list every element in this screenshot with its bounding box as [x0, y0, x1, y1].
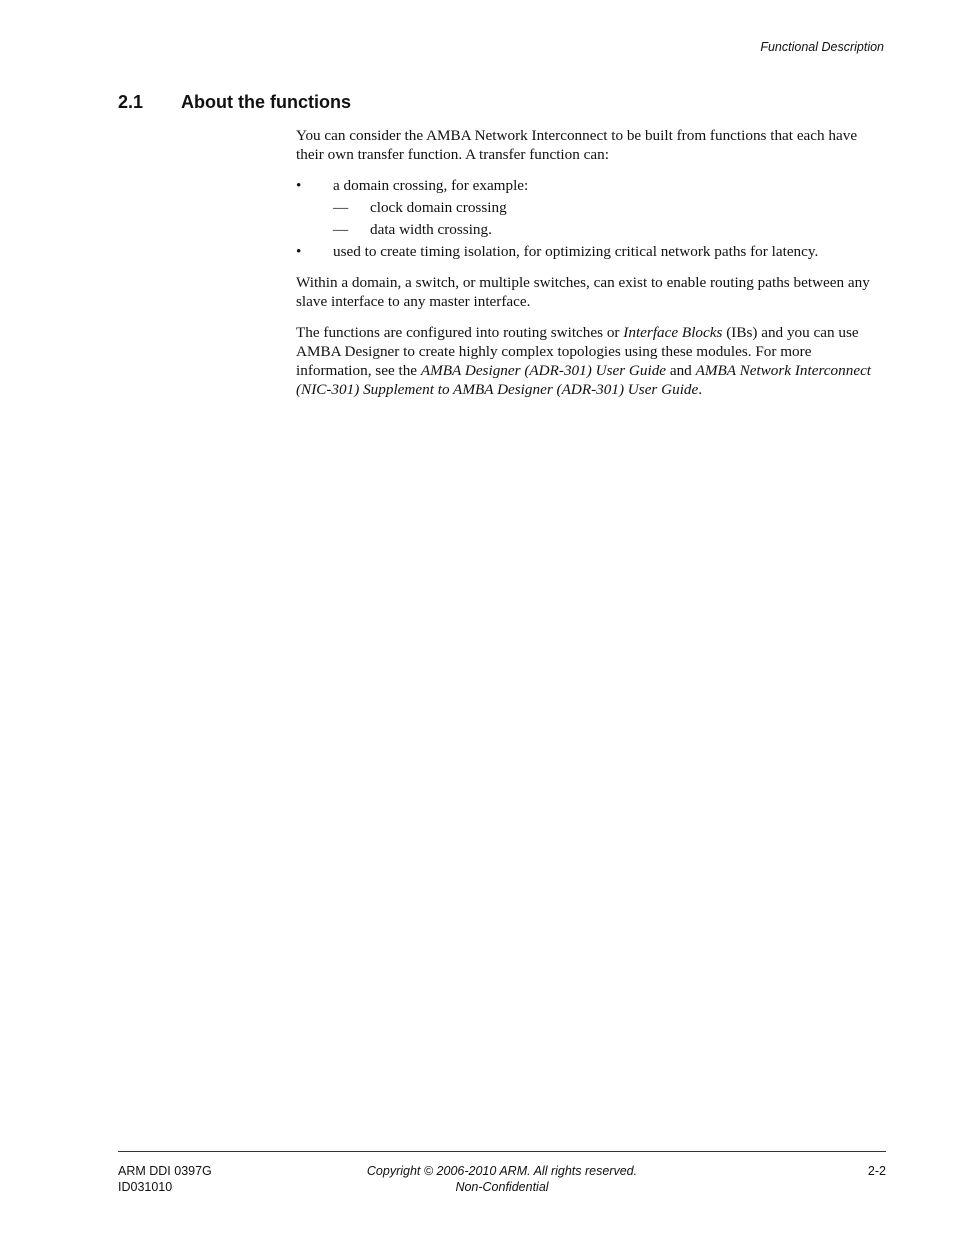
list-item-text: a domain crossing, for example: [333, 177, 529, 194]
list-item [296, 176, 888, 239]
doc-reference-link[interactable]: AMBA Designer (ADR-301) User Guide [420, 362, 667, 379]
dash-marker: — [333, 199, 349, 216]
doc-id: ID031010 [118, 1180, 173, 1194]
paragraph-text: and [666, 362, 696, 379]
section-title: About the functions [181, 92, 351, 112]
doc-number: ARM DDI 0397G [118, 1164, 212, 1178]
sub-list-item [333, 220, 888, 239]
footer-center [118, 1163, 886, 1195]
copyright-notice: Copyright © 2006-2010 ARM. All rights reserved. [366, 1164, 638, 1178]
section-body [296, 126, 888, 411]
configuration-paragraph [296, 323, 888, 399]
sub-list-item-text: data width crossing. [370, 221, 492, 238]
interface-blocks-term: Interface Blocks [623, 324, 723, 341]
doc-reference-link[interactable]: AMBA Network Interconnect (NIC-301) Supplement to AMBA Designer (ADR-301) User Guide [296, 362, 872, 398]
footer-divider [118, 1151, 886, 1152]
paragraph-text: (IBs) and you can use AMBA Designer to create highly complex topologies using these modules. For more information, see the [296, 324, 859, 379]
page-number: 2-2 [867, 1164, 886, 1178]
list-item [296, 242, 888, 261]
section-heading [118, 92, 351, 113]
sub-list [333, 198, 888, 239]
running-header: Functional Description [760, 40, 884, 54]
paragraph-text: . [698, 381, 703, 398]
bullet-marker: • [296, 243, 302, 260]
section-number: 2.1 [118, 92, 144, 112]
bullet-list [296, 176, 888, 261]
intro-paragraph: You can consider the AMBA Network Interconnect to be built from functions that each have their own transfer function. A transfer function can: [296, 127, 858, 163]
bullet-marker: • [296, 177, 302, 194]
paragraph-text: The functions are configured into routing switches or [296, 324, 624, 341]
routing-paragraph: Within a domain, a switch, or multiple switches, can exist to enable routing paths between any slave interface to any master interface. [296, 274, 870, 310]
sub-list-item [333, 198, 888, 217]
sub-list-item-text: clock domain crossing [370, 199, 507, 216]
confidentiality-label: Non-Confidential [455, 1180, 549, 1194]
list-item-text: used to create timing isolation, for optimizing critical network paths for latency. [333, 243, 819, 260]
dash-marker: — [333, 221, 349, 238]
